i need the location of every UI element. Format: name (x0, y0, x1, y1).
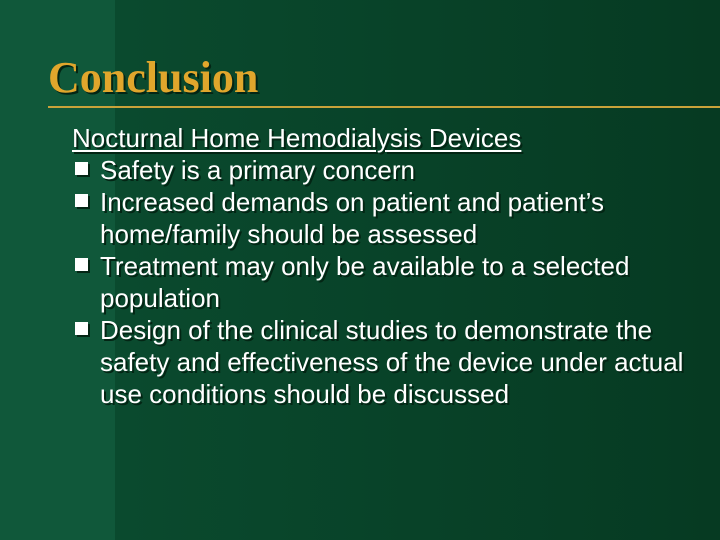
square-bullet-icon (75, 194, 88, 207)
bullet-text: Increased demands on patient and patient’s home/family should be assessed (100, 187, 604, 249)
bullet-text: Treatment may only be available to a selected population (100, 251, 630, 313)
bullet-text: Safety is a primary concern (100, 155, 416, 185)
slide-content (72, 122, 712, 410)
square-bullet-icon (75, 322, 88, 335)
section-heading: Nocturnal Home Hemodialysis Devices (72, 123, 522, 153)
bullet-list (72, 154, 712, 410)
bullet-item (72, 154, 712, 186)
square-bullet-icon (75, 258, 88, 271)
bullet-item (72, 250, 712, 314)
title-divider (48, 106, 720, 108)
bullet-item (72, 186, 712, 250)
bullet-text: Design of the clinical studies to demonstrate the safety and effectiveness of the device under actual use conditions should be discussed (100, 315, 684, 409)
bullet-item (72, 314, 712, 410)
slide-title: Conclusion (48, 53, 259, 102)
square-bullet-icon (75, 162, 88, 175)
